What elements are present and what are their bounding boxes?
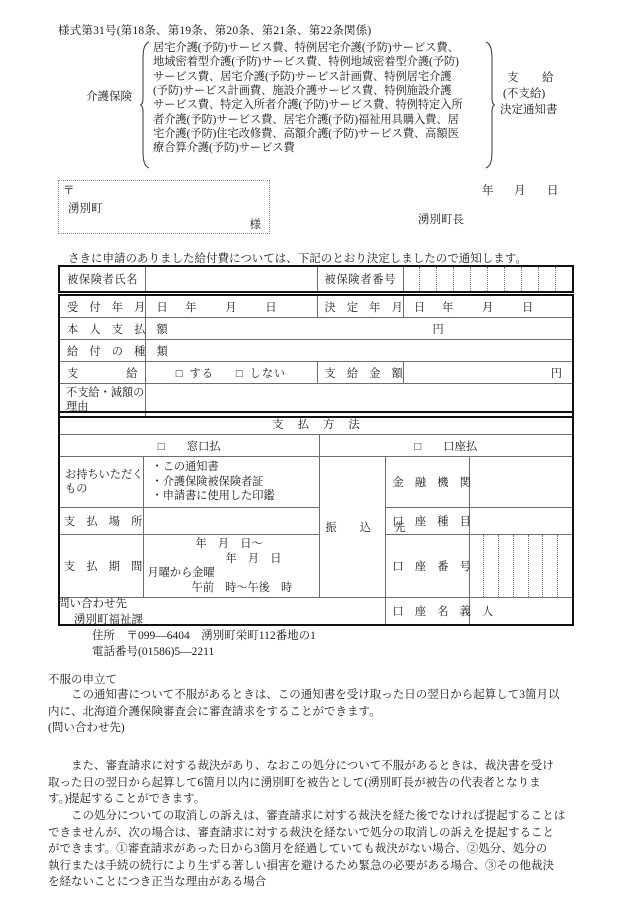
payment-method-title: 支払方法	[59, 412, 573, 435]
table-row	[59, 508, 573, 535]
account-number-cells	[470, 535, 573, 597]
table-row	[59, 457, 573, 508]
payment-place-input[interactable]	[143, 508, 319, 535]
transfer-payment-header[interactable]	[319, 435, 573, 457]
insured-identity-table	[58, 265, 574, 293]
lead-paragraph: さきに申請のありました給付費については、下記のとおり決定しましたので通知します。	[68, 253, 527, 265]
day-label: 日	[265, 301, 277, 314]
service-line: サービス費、居宅介護(予防)サービス計画費、特例居宅介護	[153, 70, 452, 83]
appeal-p1-line3: (問い合わせ先)	[48, 722, 125, 735]
payment-amount-yen-unit: 円	[550, 367, 562, 380]
appeal-p1-line1: この通知書について不服があるときは、この通知書を受け取った日の翌日から起算して3箇月以	[71, 689, 560, 701]
benefit-decision-table	[58, 294, 574, 418]
service-list-brace-block	[140, 40, 495, 170]
non-payment-reason-label-line1: 不支給・減額の	[66, 387, 145, 399]
transfer-destination-label: 振 込 先	[319, 457, 385, 598]
decision-date-input[interactable]	[403, 295, 573, 318]
period-line-4: 午前 時〜午後 時	[191, 581, 293, 594]
payment-decision-choices[interactable]	[145, 362, 317, 384]
bank-label: 金 融 機 関	[385, 457, 469, 508]
list-item: ・申請書に使用した印鑑	[151, 490, 275, 503]
period-line-2: 年 月 日	[225, 552, 282, 565]
insured-number-cells	[404, 267, 573, 291]
appeal-p3-line5: を経ないことにつき正当な理由がある場合	[48, 876, 267, 889]
account-type-input[interactable]	[469, 508, 573, 535]
issuer-mayor: 湧別町長	[418, 214, 464, 226]
month-label: 月	[225, 301, 237, 314]
checkbox-pay-yes[interactable]: □	[175, 367, 184, 380]
self-payment-label: 本 人 支 払 額	[59, 318, 145, 340]
insured-number-label: 被保険者番号	[317, 266, 403, 292]
appeal-p1-line2: 内に、北海道介護保険審査会に審査請求をすることができます。	[48, 705, 381, 718]
covered-services-list	[153, 41, 483, 156]
notice-title	[500, 70, 590, 118]
table-row	[59, 362, 573, 384]
appeal-paragraph-3	[48, 808, 586, 891]
checkbox-pay-no[interactable]: □	[235, 367, 244, 380]
appeal-p3-line1: この処分についての取消しの訴えは、審査請求に対する裁決を経た後でなければ提起することは	[71, 810, 566, 822]
account-number-input[interactable]	[469, 535, 573, 598]
service-line: サービス費、特定入所者介護(予防)サービス費、特例特定入所	[153, 99, 463, 112]
items-to-bring-label-line1: お持ちいただく	[65, 469, 144, 481]
contact-department: 湧別町福祉課	[74, 614, 143, 626]
list-item: ・介護保険被保険者証	[151, 475, 264, 488]
bank-input[interactable]	[469, 457, 573, 508]
checkbox-transfer-payment[interactable]: □	[414, 440, 422, 453]
counter-payment-header[interactable]	[59, 435, 319, 457]
receipt-date-input[interactable]	[145, 295, 317, 318]
appeal-p3-line4: 執行または手続の続行により生ずる著しい損害を避けるため緊急の必要がある場合、③その他裁決	[48, 859, 554, 872]
checkbox-counter-payment[interactable]: □	[157, 440, 165, 453]
issue-date-month-label: 月	[514, 185, 526, 197]
account-holder-label: 口 座 名 義 人	[385, 598, 469, 626]
notice-title-line3: 決定通知書	[500, 104, 558, 116]
appeal-p3-line2: できませんが、次の場合は、審査請求に対する裁決を経ないで処分の取消しの訴えを提起すること	[48, 826, 554, 839]
issue-date-day-label: 日	[547, 185, 559, 197]
insured-name-label: 被保険者氏名	[59, 266, 145, 292]
issue-date-year-label: 年	[482, 185, 494, 197]
insured-number-input[interactable]	[403, 266, 573, 292]
table-row	[59, 266, 573, 292]
service-line: 宅介護(予防)住宅改修費、高額介護(予防)サービス費、高額医	[153, 128, 459, 141]
table-row	[59, 295, 573, 318]
service-line: 者介護(予防)サービス費、居宅介護(予防)福祉用具購入費、居	[153, 113, 459, 126]
notice-title-line1: 支 給	[507, 72, 560, 84]
service-line: 居宅介護(予防)サービス費、特例居宅介護(予防)サービス費、	[153, 42, 459, 54]
month-label: 月	[482, 301, 494, 314]
brace-right-icon	[485, 40, 495, 170]
list-item: ・この通知書	[151, 461, 219, 474]
payment-amount-input[interactable]	[403, 362, 573, 384]
appeal-heading: 不服の申立て	[48, 674, 117, 686]
form-number: 様式第31号(第18条、第19条、第20条、第21条、第22条関係)	[58, 25, 372, 37]
appeal-p2-line3: す。)提起することができます。	[48, 793, 206, 806]
table-row	[59, 412, 573, 435]
items-to-bring-label	[59, 457, 143, 508]
self-payment-input[interactable]	[145, 318, 573, 340]
day-label: 日	[522, 301, 534, 314]
year-label: 年	[442, 301, 454, 314]
contact-address: 住所 〒099—6404 湧別町栄町112番地の1	[92, 630, 316, 642]
account-type-label: 口 座 種 目	[385, 508, 469, 535]
payment-decision-label: 支 給	[59, 362, 145, 384]
addressee-honorific: 様	[249, 219, 261, 231]
benefit-kind-input[interactable]	[145, 340, 573, 362]
service-line: 療合算介護(予防)サービス費	[153, 142, 295, 155]
items-to-bring-list	[143, 457, 319, 508]
appeal-p2-line2: 取った日の翌日から起算して6箇月以内に湧別町を被告として(湧別町長が被告の代表者となりま	[48, 776, 541, 789]
payment-period-input[interactable]	[143, 535, 319, 598]
contact-heading: 問い合わせ先	[58, 598, 127, 610]
payment-place-label: 支 払 場 所	[59, 508, 143, 535]
self-payment-yen-unit: 円	[432, 323, 444, 336]
table-row	[59, 340, 573, 362]
decision-date-label: 決 定 年 月 日	[317, 295, 403, 318]
table-row	[59, 435, 573, 457]
notice-title-line2: (不支給)	[503, 88, 546, 100]
insured-name-input[interactable]	[145, 266, 317, 292]
period-line-3: 月曜から金曜	[147, 567, 215, 579]
counter-payment-label: 窓口払	[186, 440, 221, 453]
addressee-box[interactable]	[58, 180, 270, 234]
contact-telephone: 電話番号(01586)5—2211	[92, 646, 215, 658]
service-line: 地域密着型介護(予防)サービス費、特例地域密着型介護(予防)	[153, 56, 459, 69]
items-to-bring-label-line2: もの	[65, 483, 88, 495]
year-label: 年	[185, 301, 197, 314]
account-number-label: 口 座 番 号	[385, 535, 469, 598]
transfer-payment-label: 口座払	[443, 440, 478, 453]
appeal-p3-line3: ができます。①審査請求があった日から3箇月を経過していても裁決がない場合、②処分、処分の	[48, 843, 548, 856]
checkbox-pay-no-label: しない	[249, 367, 287, 380]
payment-method-table	[58, 411, 574, 626]
payment-period-label: 支 払 期 間	[59, 535, 143, 598]
service-line: (予防)サービス計画費、施設介護サービス費、特例施設介護	[153, 85, 452, 98]
addressee-town: 湧別町	[68, 203, 103, 215]
appeal-paragraph-1	[48, 687, 586, 737]
brace-left-icon	[140, 40, 150, 170]
appeal-p2-line1: また、審査請求に対する裁決があり、なおこの処分について不服があるときは、裁決書を受け	[71, 760, 554, 772]
postal-mark-icon: 〒	[63, 185, 75, 197]
insurance-type-label: 介護保険	[86, 91, 132, 103]
issue-date	[482, 182, 559, 198]
payment-amount-label: 支 給 金 額	[317, 362, 403, 384]
benefit-kind-label: 給 付 の 種 類	[59, 340, 145, 362]
checkbox-pay-yes-label: する	[189, 367, 214, 380]
table-row	[59, 318, 573, 340]
receipt-date-label: 受 付 年 月 日	[59, 295, 145, 318]
appeal-paragraph-2	[48, 758, 586, 808]
non-payment-reason-label-line2: 理由	[66, 401, 89, 413]
period-line-1: 年 月 日〜	[195, 538, 263, 550]
table-row	[59, 535, 573, 598]
